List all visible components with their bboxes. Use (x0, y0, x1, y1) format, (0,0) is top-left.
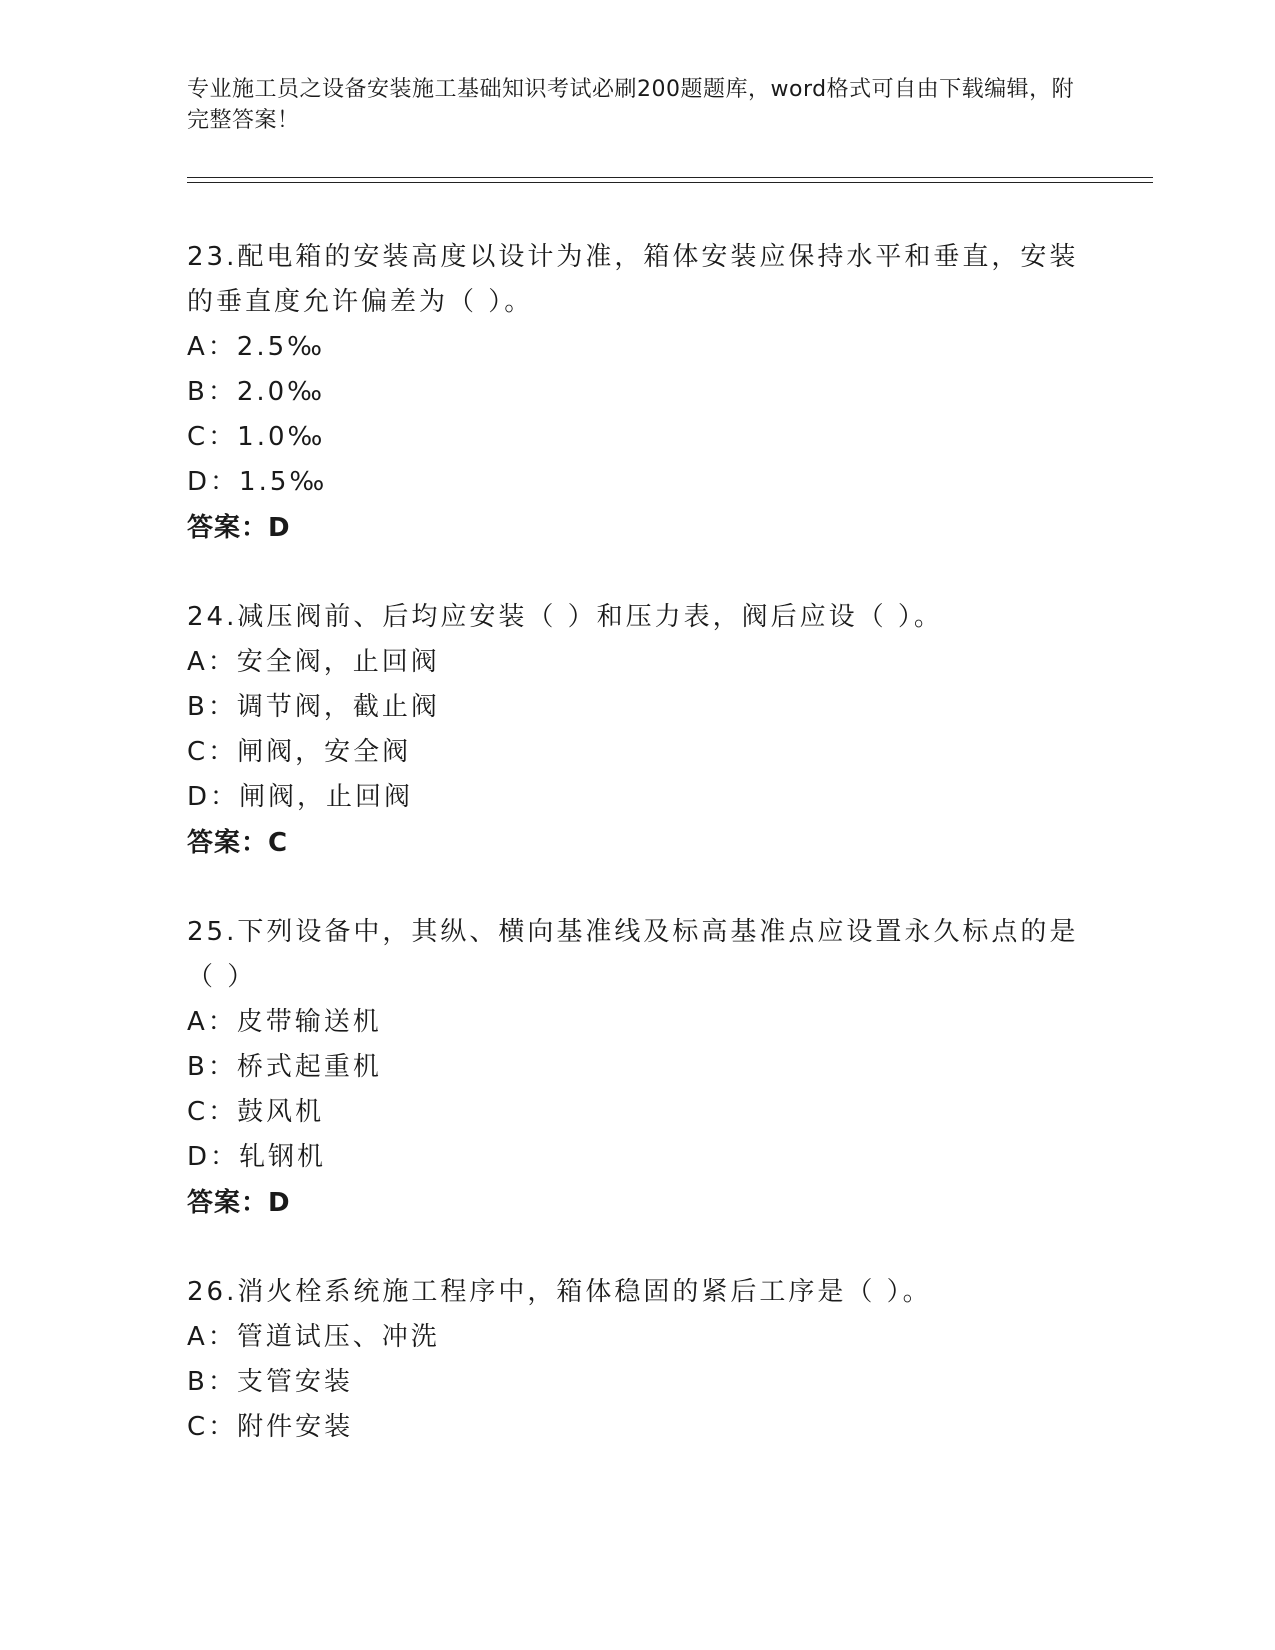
option-d: D：1.5‰ (187, 467, 328, 497)
option-a: A：2.5‰ (187, 332, 326, 362)
answer-line: 答案：C (187, 828, 289, 858)
option-c: C：闸阀，安全阀 (187, 737, 412, 767)
option-b: B：桥式起重机 (187, 1052, 382, 1082)
option-a: A：皮带输送机 (187, 1007, 382, 1037)
option-b: B：支管安装 (187, 1367, 353, 1397)
option-d: D：轧钢机 (187, 1142, 327, 1172)
question-text: 26.消火栓系统施工程序中，箱体稳固的紧后工序是（ ）。 (187, 1277, 932, 1307)
answer-line: 答案：D (187, 513, 291, 543)
question-text: 25.下列设备中，其纵、横向基准线及标高基准点应设置永久标点的是（ ） (187, 917, 1079, 992)
question-26 (187, 1270, 1087, 1450)
option-a: A：安全阀，止回阀 (187, 647, 440, 677)
option-a: A：管道试压、冲洗 (187, 1322, 440, 1352)
option-c: C：附件安装 (187, 1412, 354, 1442)
answer-line: 答案：D (187, 1188, 291, 1218)
question-25 (187, 910, 1087, 1226)
question-text: 24.减压阀前、后均应安装（ ）和压力表，阀后应设（ ）。 (187, 602, 943, 632)
option-c: C：1.0‰ (187, 422, 326, 452)
option-c: C：鼓风机 (187, 1097, 325, 1127)
option-b: B：2.0‰ (187, 377, 326, 407)
option-b: B：调节阀，截止阀 (187, 692, 440, 722)
header-divider-top (187, 177, 1153, 178)
question-23 (187, 235, 1087, 551)
question-list (187, 235, 1087, 1494)
option-d: D：闸阀，止回阀 (187, 782, 414, 812)
header-divider-bottom (187, 182, 1153, 183)
question-24 (187, 595, 1087, 866)
question-text: 23.配电箱的安装高度以设计为准，箱体安装应保持水平和垂直，安装的垂直度允许偏差为（ ）。 (187, 242, 1079, 317)
document-header: 专业施工员之设备安装施工基础知识考试必刷200题题库，word格式可自由下载编辑，附完整答案！ (187, 77, 1075, 133)
